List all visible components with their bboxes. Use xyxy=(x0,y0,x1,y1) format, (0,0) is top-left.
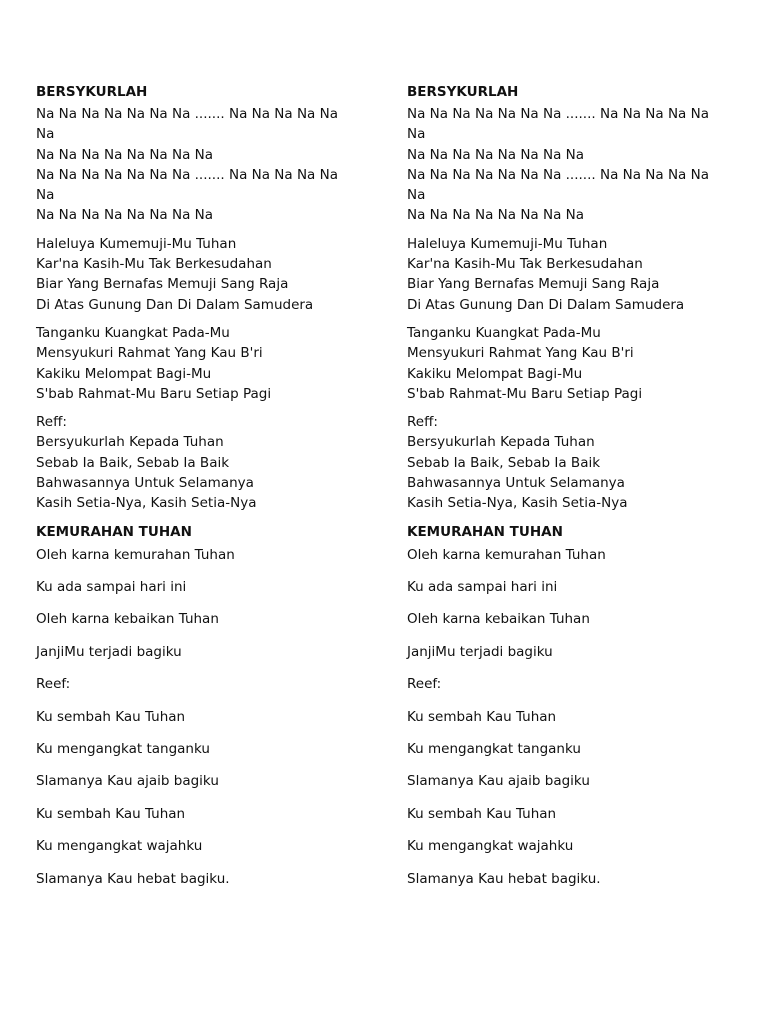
lyric-line: Ku mengangkat tanganku xyxy=(36,740,210,757)
lyric-line: Na Na Na Na Na Na Na ....... Na Na Na Na Na Na xyxy=(36,166,338,204)
stanza-1 xyxy=(407,104,722,226)
lyric-line: Slamanya Kau ajaib bagiku xyxy=(407,773,590,790)
lyric-line: Ku mengangkat wajahku xyxy=(407,838,574,855)
lyric-line: Ku ada sampai hari ini xyxy=(407,579,558,596)
song-title: KEMURAHAN TUHAN xyxy=(407,523,563,540)
lyric-line: JanjiMu terjadi bagiku xyxy=(36,643,182,660)
stanza-3 xyxy=(407,323,722,404)
lyric-line: Mensyukuri Rahmat Yang Kau B'ri xyxy=(36,345,263,362)
lyric-line: Ku ada sampai hari ini xyxy=(36,579,187,596)
lyric-line: Oleh karna kebaikan Tuhan xyxy=(36,611,219,628)
lyric-line: S'bab Rahmat-Mu Baru Setiap Pagi xyxy=(407,385,643,402)
lyric-line: Kasih Setia-Nya, Kasih Setia-Nya xyxy=(36,495,257,512)
lyric-line: Tanganku Kuangkat Pada-Mu xyxy=(407,324,601,341)
lyric-line: Ku sembah Kau Tuhan xyxy=(407,805,557,822)
song-bersyukurlah xyxy=(36,82,351,514)
lyric-line: Slamanya Kau ajaib bagiku xyxy=(36,773,219,790)
stanza-2 xyxy=(36,234,351,315)
lyric-line: Slamanya Kau hebat bagiku. xyxy=(407,870,601,887)
lyric-line: Ku sembah Kau Tuhan xyxy=(407,708,557,725)
lyric-line: Kakiku Melompat Bagi-Mu xyxy=(407,365,583,382)
lyric-line: Tanganku Kuangkat Pada-Mu xyxy=(36,324,230,341)
lyric-line: Ku sembah Kau Tuhan xyxy=(36,708,186,725)
lyric-line: Ku mengangkat tanganku xyxy=(407,740,581,757)
lyric-line: Di Atas Gunung Dan Di Dalam Samudera xyxy=(407,296,685,313)
song-title: BERSYKURLAH xyxy=(407,84,519,100)
lyric-line: Oleh karna kemurahan Tuhan xyxy=(407,546,606,563)
right-column xyxy=(407,82,722,901)
lyric-line: Reef: xyxy=(36,676,71,693)
song-kemurahan-tuhan xyxy=(407,522,722,889)
lyric-line: Na Na Na Na Na Na Na Na xyxy=(407,146,585,163)
lyric-line: Slamanya Kau hebat bagiku. xyxy=(36,870,230,887)
lyric-line: JanjiMu terjadi bagiku xyxy=(407,643,553,660)
stanza-1 xyxy=(36,104,351,226)
stanza-reff xyxy=(407,412,722,513)
lyric-line: S'bab Rahmat-Mu Baru Setiap Pagi xyxy=(36,385,272,402)
left-column xyxy=(36,82,351,901)
lyric-line: Na Na Na Na Na Na Na Na xyxy=(407,207,585,224)
lyric-line: Kar'na Kasih-Mu Tak Berkesudahan xyxy=(407,256,643,273)
lyric-line: Kar'na Kasih-Mu Tak Berkesudahan xyxy=(36,256,272,273)
lyric-line: Di Atas Gunung Dan Di Dalam Samudera xyxy=(36,296,314,313)
lyric-line: Na Na Na Na Na Na Na Na xyxy=(36,146,214,163)
lyric-line: Oleh karna kemurahan Tuhan xyxy=(36,546,235,563)
lyric-line: Kasih Setia-Nya, Kasih Setia-Nya xyxy=(407,495,628,512)
song-title: KEMURAHAN TUHAN xyxy=(36,523,192,540)
lyric-line: Na Na Na Na Na Na Na ....... Na Na Na Na Na Na xyxy=(407,106,709,143)
stanza-2 xyxy=(407,234,722,315)
lyric-line: Biar Yang Bernafas Memuji Sang Raja xyxy=(407,276,660,293)
lyric-line: Bersyukurlah Kepada Tuhan xyxy=(407,434,595,451)
lyric-line: Mensyukuri Rahmat Yang Kau B'ri xyxy=(407,345,634,362)
lyric-line: Reef: xyxy=(407,676,442,693)
lyric-line: Ku sembah Kau Tuhan xyxy=(36,805,186,822)
lyric-line: Bersyukurlah Kepada Tuhan xyxy=(36,434,224,451)
stanza-3 xyxy=(36,323,351,404)
lyric-line: Na Na Na Na Na Na Na ....... Na Na Na Na Na Na xyxy=(407,166,709,204)
lyric-line: Haleluya Kumemuji-Mu Tuhan xyxy=(36,235,237,252)
lyric-line: Ku mengangkat wajahku xyxy=(36,838,203,855)
song-kemurahan-tuhan xyxy=(36,522,351,889)
lyric-line: Sebab Ia Baik, Sebab Ia Baik xyxy=(407,454,601,471)
lyric-line: Na Na Na Na Na Na Na Na xyxy=(36,207,214,224)
lyric-line: Reff: xyxy=(407,414,438,431)
lyric-line: Bahwasannya Untuk Selamanya xyxy=(36,475,254,492)
lyric-line: Bahwasannya Untuk Selamanya xyxy=(407,475,625,492)
lyric-line: Sebab Ia Baik, Sebab Ia Baik xyxy=(36,454,230,471)
song-title: BERSYKURLAH xyxy=(36,84,148,100)
lyric-line: Haleluya Kumemuji-Mu Tuhan xyxy=(407,235,608,252)
lyric-line: Biar Yang Bernafas Memuji Sang Raja xyxy=(36,276,289,293)
lyric-line: Reff: xyxy=(36,414,67,431)
lyric-line: Na Na Na Na Na Na Na ....... Na Na Na Na Na Na xyxy=(36,106,338,143)
stanza-reff xyxy=(36,412,351,513)
lyric-line: Kakiku Melompat Bagi-Mu xyxy=(36,365,212,382)
lyric-line: Oleh karna kebaikan Tuhan xyxy=(407,611,590,628)
song-bersyukurlah xyxy=(407,82,722,514)
